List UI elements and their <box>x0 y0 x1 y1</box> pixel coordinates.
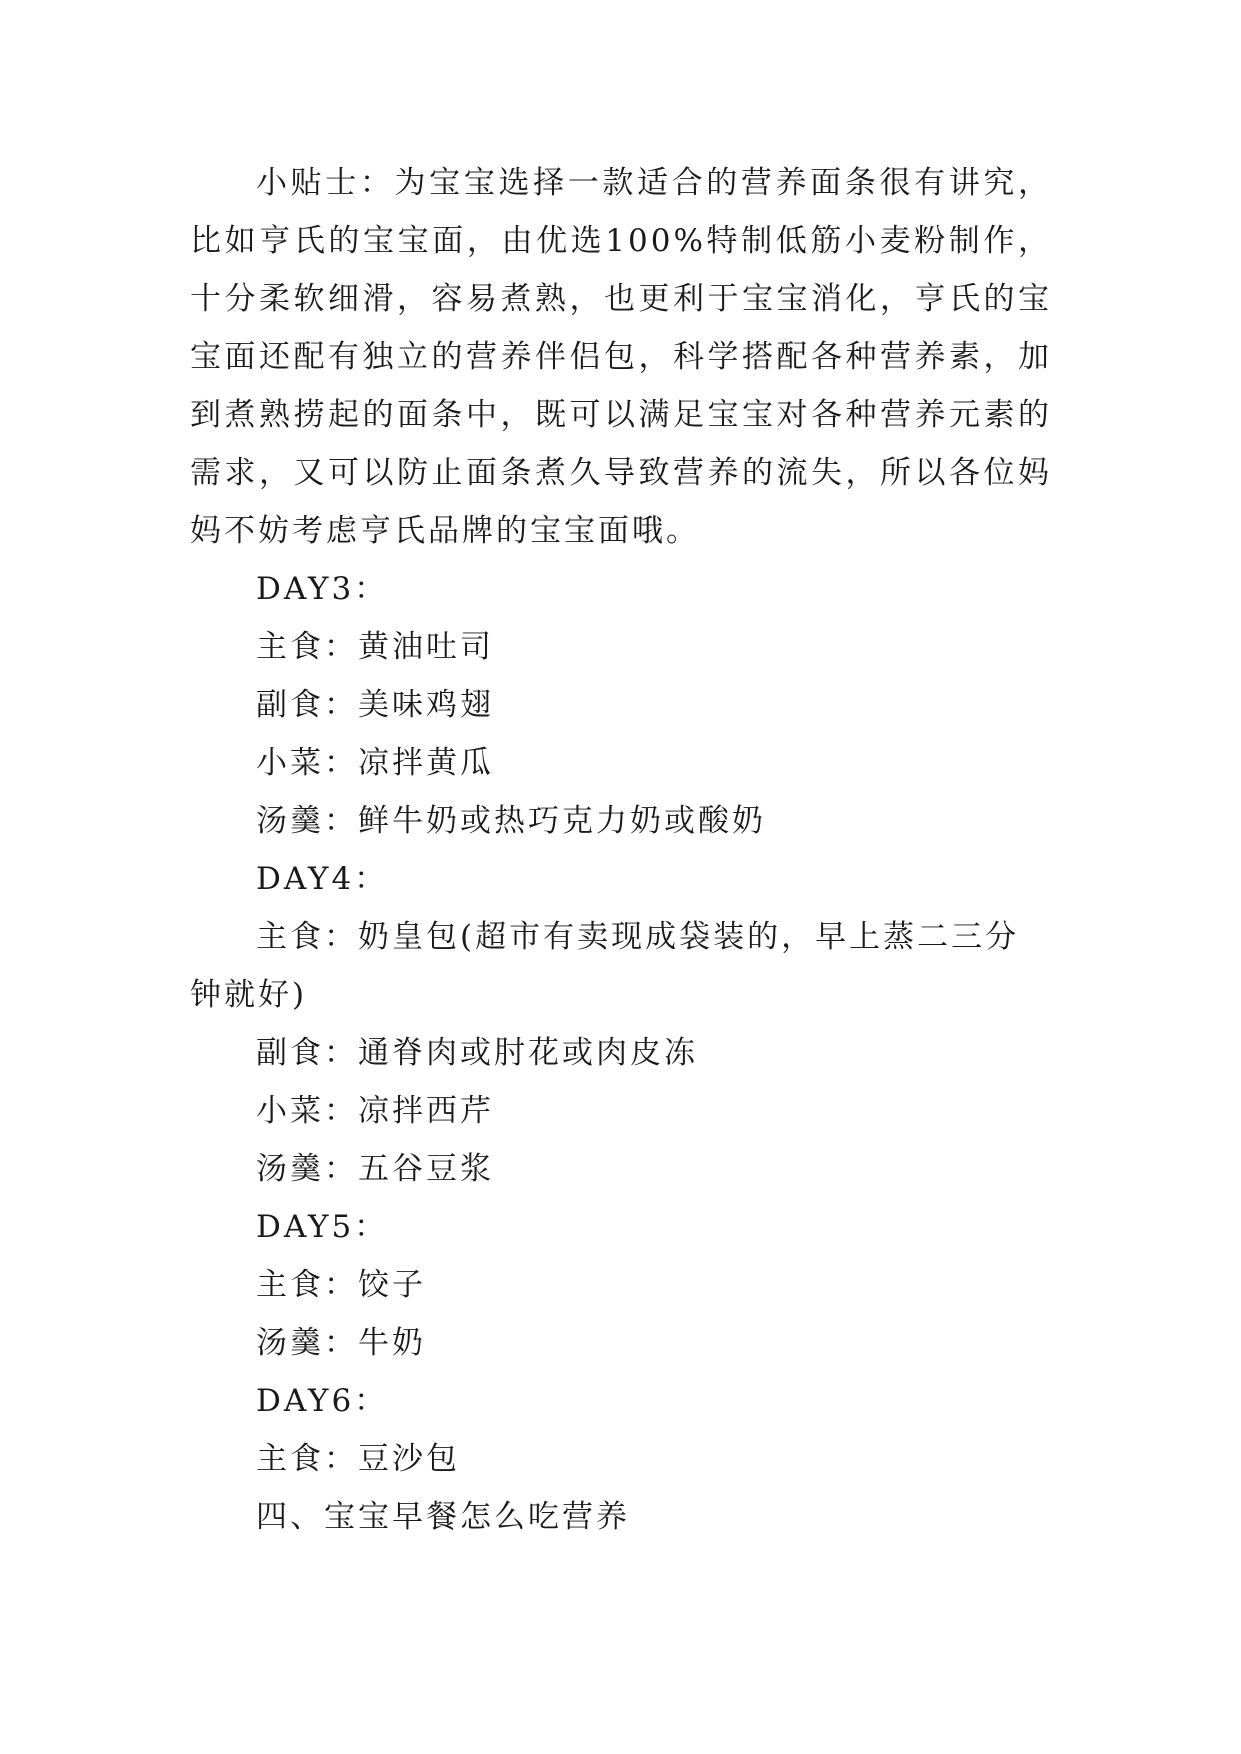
day3-heading: DAY3： <box>256 571 389 607</box>
section-heading: 四、宝宝早餐怎么吃营养 <box>256 1499 630 1535</box>
day6-heading: DAY6： <box>256 1383 389 1419</box>
document-body <box>190 154 1052 1546</box>
day5-staple: 主食：饺子 <box>256 1267 426 1303</box>
day4-dish: 小菜：凉拌西芹 <box>256 1093 494 1129</box>
day4-soup: 汤羹：五谷豆浆 <box>256 1151 494 1187</box>
day6-staple: 主食：豆沙包 <box>256 1441 460 1477</box>
day4-side: 副食：通脊肉或肘花或肉皮冻 <box>256 1035 698 1071</box>
day3-staple: 主食：黄油吐司 <box>256 629 494 665</box>
day5-heading: DAY5： <box>256 1209 389 1245</box>
tip-paragraph: 小贴士：为宝宝选择一款适合的营养面条很有讲究，比如亨氏的宝宝面，由优选100%特制低筋小麦粉制作，十分柔软细滑，容易煮熟，也更利于宝宝消化，亨氏的宝宝面还配有独立的营养伴侣包，科学搭配各种营养素，加到煮熟捞起的面条中，既可以满足宝宝对各种营养元素的需求，又可以防止面条煮久导致营养的流失，所以各位妈妈不妨考虑亨氏品牌的宝宝面哦。 <box>190 165 1052 549</box>
day3-soup: 汤羹：鲜牛奶或热巧克力奶或酸奶 <box>256 803 766 839</box>
day3-dish: 小菜：凉拌黄瓜 <box>256 745 494 781</box>
day4-staple: 主食：奶皇包(超市有卖现成袋装的，早上蒸二三分钟就好) <box>190 919 1020 1013</box>
day3-side: 副食：美味鸡翅 <box>256 687 494 723</box>
day5-soup: 汤羹：牛奶 <box>256 1325 426 1361</box>
day4-heading: DAY4： <box>256 861 389 897</box>
